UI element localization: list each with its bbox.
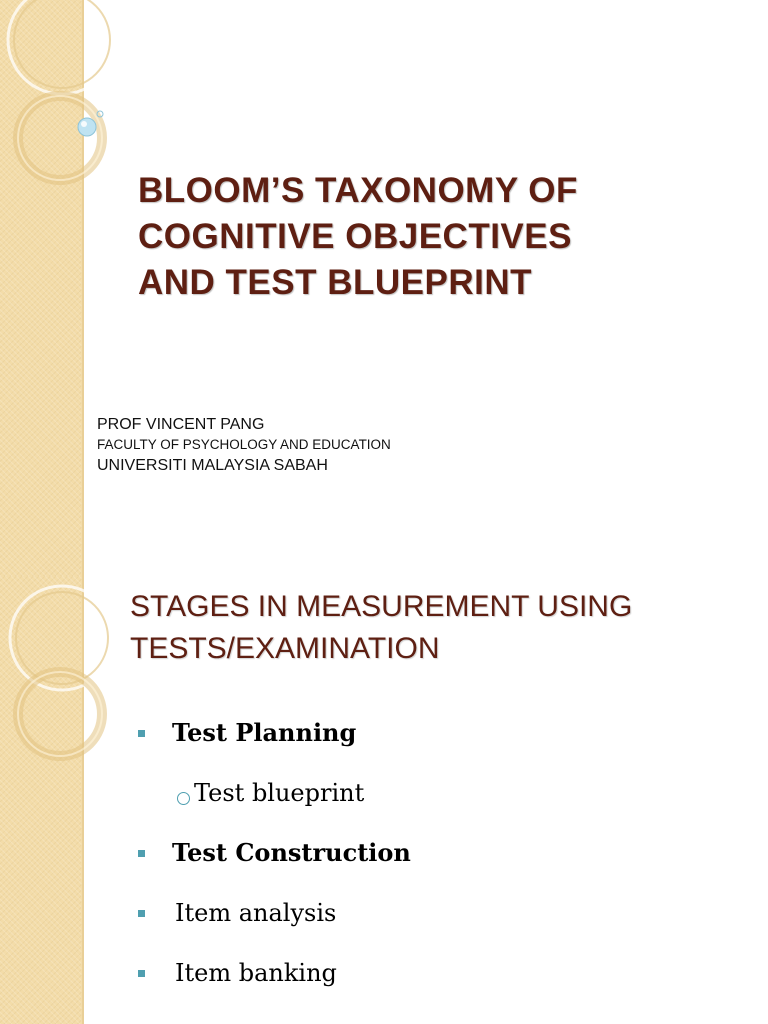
- title-line: STAGES IN MEASUREMENT USING: [130, 590, 633, 623]
- author-faculty: FACULTY OF PSYCHOLOGY AND EDUCATION: [97, 437, 391, 452]
- presentation-title: [138, 168, 698, 306]
- square-bullet-icon: [138, 730, 145, 737]
- bullet-item: [138, 958, 337, 988]
- title-line: COGNITIVE OBJECTIVES: [138, 217, 572, 256]
- circle-bullet-icon: [177, 792, 190, 805]
- bullet-text: Test Construction: [172, 838, 411, 867]
- square-bullet-icon: [138, 850, 145, 857]
- stages-slide: [0, 576, 768, 1024]
- title-line: BLOOM’S TAXONOMY OF: [138, 171, 578, 210]
- bullet-text: Test blueprint: [194, 779, 365, 807]
- title-line: TESTS/EXAMINATION: [130, 632, 440, 665]
- bullet-text: Item analysis: [175, 899, 337, 927]
- square-bullet-icon: [138, 970, 145, 977]
- bullet-text: Item banking: [175, 959, 337, 987]
- square-bullet-icon: [138, 910, 145, 917]
- author-name: PROF VINCENT PANG: [97, 416, 265, 433]
- decorative-rings-icon: [0, 576, 130, 776]
- bullet-text: Test Planning: [172, 718, 357, 747]
- slide-title: [130, 586, 730, 670]
- sub-bullet-item: [177, 778, 364, 808]
- author-block: [97, 415, 391, 477]
- bullet-item: [138, 898, 336, 928]
- bullet-item: [138, 718, 356, 748]
- author-university: UNIVERSITI MALAYSIA SABAH: [97, 457, 328, 474]
- title-line: AND TEST BLUEPRINT: [138, 263, 532, 302]
- bullet-item: [138, 838, 411, 868]
- decorative-rings-icon: [0, 0, 130, 200]
